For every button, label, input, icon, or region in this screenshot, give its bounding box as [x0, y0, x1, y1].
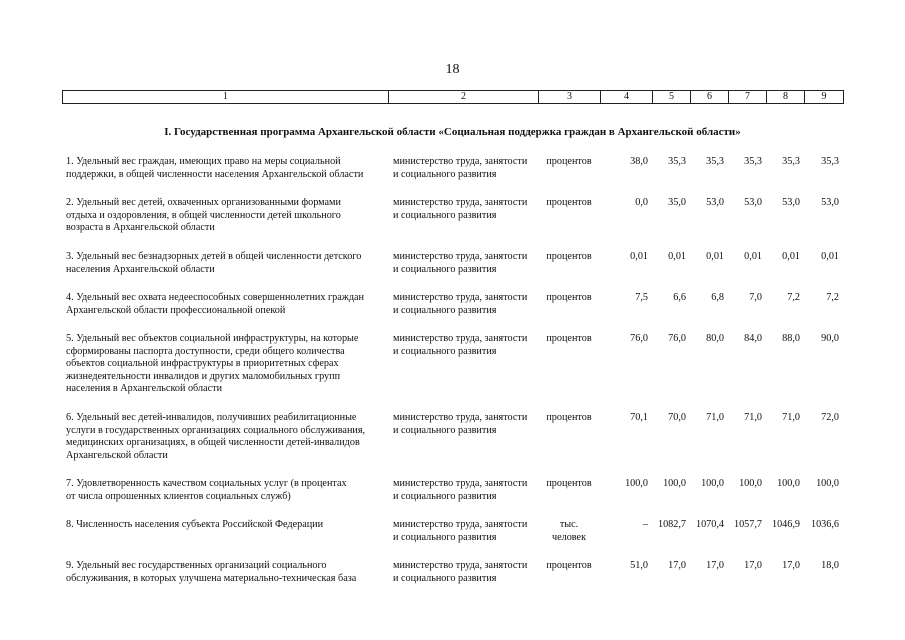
name-line: поддержки, в общей численности населения Архангельской области: [66, 168, 364, 180]
name-line: 9. Удельный вес государственных организаций социального: [66, 560, 327, 571]
indicator-value: 35,0: [668, 197, 686, 208]
unit-line: человек: [551, 531, 587, 543]
column-number: 8: [767, 91, 805, 104]
name-line: 5. Удельный вес объектов социальной инфраструктуры, на которые: [66, 333, 359, 344]
dept-line: и социального развития: [393, 168, 497, 180]
indicator-value: 35,3: [782, 156, 800, 167]
indicator-name: [62, 412, 388, 478]
name-line: возраста в Архангельской области: [66, 222, 215, 233]
indicator-value: 0,0: [635, 197, 648, 208]
indicator-value: 0,01: [668, 251, 686, 262]
indicator-value: 71,0: [706, 412, 724, 423]
unit-of-measure: [538, 412, 600, 478]
unit-line: процентов: [546, 292, 592, 303]
name-line: Архангельской области профессиональной опекой: [66, 304, 286, 316]
indicator-value: 71,0: [744, 412, 762, 423]
dept-line: министерство труда, занятости: [393, 412, 528, 423]
name-line: сформированы паспорта доступности, среди общего количества: [66, 345, 345, 357]
column-number: 7: [729, 91, 767, 104]
indicator-row: [62, 292, 843, 333]
unit-line: процентов: [546, 251, 592, 262]
name-line: от числа опрошенных клиентов социальных служб): [66, 490, 291, 502]
responsible-department: [388, 412, 538, 478]
indicator-value: 7,2: [826, 292, 839, 303]
indicator-name: [62, 292, 388, 333]
indicator-value: 18,0: [821, 560, 839, 571]
dept-line: министерство труда, занятости: [393, 478, 528, 489]
indicator-value: 35,3: [821, 156, 839, 167]
name-line: услуги в государственных организациях социального обслуживания,: [66, 424, 366, 436]
indicator-value: 88,0: [782, 333, 800, 344]
column-number: 6: [691, 91, 729, 104]
indicator-value: 0,01: [706, 251, 724, 262]
name-line: 1. Удельный вес граждан, имеющих право на меры социальной: [66, 156, 341, 167]
indicator-value: 72,0: [821, 412, 839, 423]
indicator-row: [62, 156, 843, 197]
indicator-value: 100,0: [777, 478, 800, 489]
indicator-value: 0,01: [744, 251, 762, 262]
indicator-row: [62, 412, 843, 478]
indicator-value: 17,0: [744, 560, 762, 571]
unit-line: процентов: [546, 333, 592, 344]
dept-line: министерство труда, занятости: [393, 519, 528, 530]
indicator-value: 84,0: [744, 333, 762, 344]
name-line: 7. Удовлетворенность качеством социальных услуг (в процентах: [66, 478, 347, 489]
indicator-name: [62, 478, 388, 519]
indicator-name: [62, 519, 388, 560]
responsible-department: [388, 156, 538, 197]
indicator-name: [62, 251, 388, 292]
indicator-value: 35,3: [668, 156, 686, 167]
indicator-value: 53,0: [744, 197, 762, 208]
indicator-value: 35,3: [744, 156, 762, 167]
unit-of-measure: [538, 333, 600, 412]
dept-line: и социального развития: [393, 572, 497, 584]
name-line: отдыха и оздоровления, в общей численности детей школьного: [66, 209, 341, 221]
indicator-value: 17,0: [782, 560, 800, 571]
dept-line: министерство труда, занятости: [393, 333, 528, 344]
indicator-name: [62, 197, 388, 251]
unit-of-measure: [538, 519, 600, 560]
indicators-table: [62, 156, 843, 588]
indicator-name: [62, 156, 388, 197]
name-line: Архангельской области: [66, 449, 168, 461]
section-title: I. Государственная программа Архангельской области «Социальная поддержка граждан в Архангельской области»: [164, 126, 741, 138]
unit-line: тыс.: [559, 519, 579, 530]
column-number: 5: [653, 91, 691, 104]
name-line: 3. Удельный вес безнадзорных детей в общей численности детского: [66, 251, 362, 262]
responsible-department: [388, 560, 538, 588]
dept-line: министерство труда, занятости: [393, 197, 528, 208]
responsible-department: [388, 251, 538, 292]
indicator-value: 1046,9: [771, 519, 800, 530]
indicator-name: [62, 560, 388, 588]
indicator-value: 76,0: [630, 333, 648, 344]
dept-line: министерство труда, занятости: [393, 251, 528, 262]
unit-line: процентов: [546, 478, 592, 489]
indicator-value: 100,0: [739, 478, 762, 489]
responsible-department: [388, 519, 538, 560]
unit-of-measure: [538, 560, 600, 588]
column-number: 1: [63, 91, 389, 104]
indicator-row: [62, 519, 843, 560]
column-number: 3: [539, 91, 601, 104]
indicator-value: 76,0: [668, 333, 686, 344]
dept-line: и социального развития: [393, 424, 497, 436]
dept-line: и социального развития: [393, 490, 497, 502]
indicator-value: 71,0: [782, 412, 800, 423]
indicator-value: 35,3: [706, 156, 724, 167]
indicator-value: –: [642, 519, 648, 530]
indicator-value: 6,6: [673, 292, 686, 303]
dept-line: министерство труда, занятости: [393, 560, 528, 571]
dept-line: и социального развития: [393, 345, 497, 357]
column-number: 9: [805, 91, 844, 104]
indicator-row: [62, 560, 843, 588]
page-number: 18: [445, 62, 460, 77]
dept-line: министерство труда, занятости: [393, 156, 528, 167]
indicator-value: 53,0: [821, 197, 839, 208]
indicator-value: 53,0: [706, 197, 724, 208]
indicator-name: [62, 333, 388, 412]
indicator-value: 100,0: [663, 478, 686, 489]
responsible-department: [388, 478, 538, 519]
indicator-value: 7,2: [787, 292, 800, 303]
dept-line: и социального развития: [393, 304, 497, 316]
indicator-value: 38,0: [630, 156, 648, 167]
indicator-value: 7,0: [749, 292, 762, 303]
unit-of-measure: [538, 292, 600, 333]
dept-line: и социального развития: [393, 531, 497, 543]
indicator-row: [62, 333, 843, 412]
indicator-value: 90,0: [821, 333, 839, 344]
unit-of-measure: [538, 156, 600, 197]
indicator-value: 51,0: [630, 560, 648, 571]
responsible-department: [388, 292, 538, 333]
column-number: 4: [601, 91, 653, 104]
indicator-value: 17,0: [668, 560, 686, 571]
name-line: 4. Удельный вес охвата недееспособных совершеннолетних граждан: [66, 292, 364, 303]
name-line: жизнедеятельности инвалидов и других маломобильных групп: [66, 370, 341, 382]
name-line: медицинских организациях, в общей численности детей-инвалидов: [66, 437, 360, 448]
name-line: 8. Численность населения субъекта Российской Федерации: [66, 519, 324, 530]
column-number: 2: [389, 91, 539, 104]
dept-line: и социального развития: [393, 263, 497, 275]
indicator-value: 17,0: [706, 560, 724, 571]
column-number-row: [63, 91, 844, 104]
indicator-value: 0,01: [821, 251, 839, 262]
indicator-value: 1036,6: [810, 519, 839, 530]
indicator-value: 70,0: [668, 412, 686, 423]
unit-of-measure: [538, 478, 600, 519]
unit-line: процентов: [546, 156, 592, 167]
indicator-value: 0,01: [630, 251, 648, 262]
name-line: 6. Удельный вес детей-инвалидов, получивших реабилитационные: [66, 412, 357, 423]
dept-line: министерство труда, занятости: [393, 292, 528, 303]
name-line: обслуживания, в которых улучшена материально-техническая база: [66, 572, 357, 584]
indicator-row: [62, 197, 843, 251]
name-line: населения Архангельской области: [66, 263, 215, 275]
name-line: населения в Архангельской области: [66, 383, 223, 394]
responsible-department: [388, 197, 538, 251]
indicator-value: 100,0: [701, 478, 724, 489]
dept-line: и социального развития: [393, 209, 497, 221]
unit-of-measure: [538, 197, 600, 251]
responsible-department: [388, 333, 538, 412]
unit-line: процентов: [546, 560, 592, 571]
name-line: объектов социальной инфраструктуры в приоритетных сферах: [66, 358, 339, 369]
column-number-header: [62, 90, 844, 104]
indicator-value: 100,0: [816, 478, 839, 489]
indicator-value: 0,01: [782, 251, 800, 262]
indicator-value: 100,0: [625, 478, 648, 489]
indicator-value: 80,0: [706, 333, 724, 344]
unit-line: процентов: [546, 412, 592, 423]
unit-of-measure: [538, 251, 600, 292]
indicator-value: 6,8: [711, 292, 724, 303]
indicator-value: 70,1: [630, 412, 648, 423]
indicator-row: [62, 478, 843, 519]
indicator-row: [62, 251, 843, 292]
name-line: 2. Удельный вес детей, охваченных организованными формами: [66, 197, 341, 208]
indicator-value: 1070,4: [695, 519, 724, 530]
unit-line: процентов: [546, 197, 592, 208]
indicator-value: 7,5: [635, 292, 648, 303]
indicator-value: 53,0: [782, 197, 800, 208]
indicator-value: 1082,7: [657, 519, 686, 530]
indicator-value: 1057,7: [733, 519, 762, 530]
